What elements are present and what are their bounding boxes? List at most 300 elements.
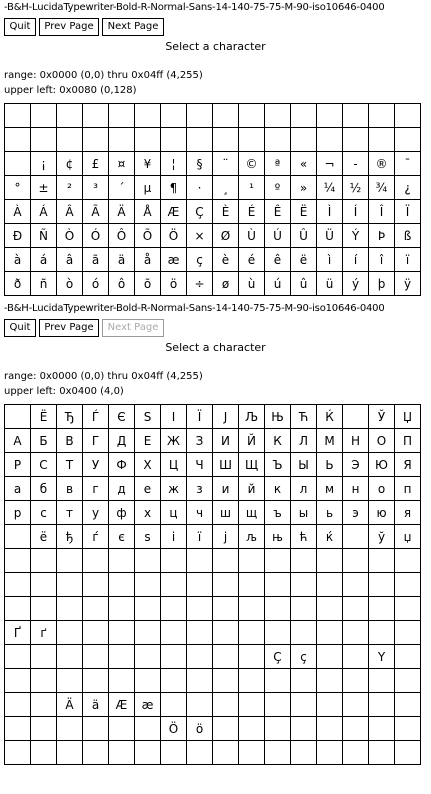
char-cell[interactable]: ў	[369, 525, 395, 549]
char-cell[interactable]	[109, 573, 135, 597]
char-cell[interactable]: ×	[187, 224, 213, 248]
char-cell[interactable]: ÷	[187, 272, 213, 296]
char-cell[interactable]	[161, 741, 187, 765]
char-cell[interactable]: é	[239, 248, 265, 272]
char-cell[interactable]	[369, 128, 395, 152]
char-cell[interactable]: Í	[343, 200, 369, 224]
char-cell[interactable]: ѓ	[83, 525, 109, 549]
char-cell[interactable]	[213, 573, 239, 597]
char-cell[interactable]: ¶	[161, 176, 187, 200]
char-cell[interactable]	[135, 621, 161, 645]
char-cell[interactable]: ъ	[265, 501, 291, 525]
char-cell[interactable]: ¬	[317, 152, 343, 176]
char-cell[interactable]	[161, 573, 187, 597]
char-cell[interactable]: ї	[187, 525, 213, 549]
char-cell[interactable]: Р	[5, 453, 31, 477]
next-page-button[interactable]: Next Page	[102, 319, 164, 337]
char-cell[interactable]: Є	[109, 405, 135, 429]
char-cell[interactable]: Ђ	[57, 405, 83, 429]
char-cell[interactable]: ¿	[395, 176, 421, 200]
char-cell[interactable]: С	[31, 453, 57, 477]
char-cell[interactable]: х	[135, 501, 161, 525]
char-cell[interactable]	[395, 645, 421, 669]
char-cell[interactable]	[265, 573, 291, 597]
char-cell[interactable]	[187, 741, 213, 765]
char-cell[interactable]: À	[5, 200, 31, 224]
char-cell[interactable]: ä	[109, 248, 135, 272]
char-cell[interactable]	[5, 645, 31, 669]
char-cell[interactable]: б	[31, 477, 57, 501]
char-cell[interactable]: а	[5, 477, 31, 501]
char-cell[interactable]	[395, 717, 421, 741]
char-cell[interactable]: Ö	[161, 224, 187, 248]
char-cell[interactable]	[213, 621, 239, 645]
char-cell[interactable]: I	[161, 405, 187, 429]
char-cell[interactable]	[395, 597, 421, 621]
char-cell[interactable]	[265, 741, 291, 765]
char-cell[interactable]: Å	[135, 200, 161, 224]
char-cell[interactable]	[5, 573, 31, 597]
char-cell[interactable]: Д	[109, 429, 135, 453]
char-cell[interactable]: ±	[31, 176, 57, 200]
char-cell[interactable]: ¼	[317, 176, 343, 200]
char-cell[interactable]	[5, 741, 31, 765]
char-cell[interactable]	[57, 741, 83, 765]
char-cell[interactable]: З	[187, 429, 213, 453]
char-cell[interactable]	[109, 645, 135, 669]
char-cell[interactable]: Ò	[57, 224, 83, 248]
char-cell[interactable]: Ґ	[5, 621, 31, 645]
char-cell[interactable]	[265, 621, 291, 645]
char-cell[interactable]: с	[31, 501, 57, 525]
char-cell[interactable]	[187, 693, 213, 717]
char-cell[interactable]: ·	[187, 176, 213, 200]
char-cell[interactable]: Ф	[109, 453, 135, 477]
char-cell[interactable]: ч	[187, 501, 213, 525]
char-cell[interactable]: Ä	[57, 693, 83, 717]
char-cell[interactable]: J	[213, 405, 239, 429]
char-cell[interactable]: е	[135, 477, 161, 501]
char-cell[interactable]: А	[5, 429, 31, 453]
char-cell[interactable]: Я	[395, 453, 421, 477]
char-cell[interactable]: у	[83, 501, 109, 525]
char-cell[interactable]: Õ	[135, 224, 161, 248]
char-cell[interactable]	[369, 597, 395, 621]
char-cell[interactable]	[57, 621, 83, 645]
char-cell[interactable]	[31, 573, 57, 597]
char-cell[interactable]: Ћ	[291, 405, 317, 429]
char-cell[interactable]: ¸	[213, 176, 239, 200]
char-cell[interactable]	[343, 669, 369, 693]
char-cell[interactable]	[395, 621, 421, 645]
char-cell[interactable]: ´	[109, 176, 135, 200]
char-cell[interactable]: ь	[317, 501, 343, 525]
char-cell[interactable]	[291, 128, 317, 152]
char-cell[interactable]: в	[57, 477, 83, 501]
char-cell[interactable]: Û	[291, 224, 317, 248]
char-cell[interactable]: Е	[135, 429, 161, 453]
char-cell[interactable]	[369, 693, 395, 717]
char-cell[interactable]: э	[343, 501, 369, 525]
char-cell[interactable]: ò	[57, 272, 83, 296]
char-cell[interactable]: ¾	[369, 176, 395, 200]
char-cell[interactable]: Ё	[31, 405, 57, 429]
char-cell[interactable]: д	[109, 477, 135, 501]
char-cell[interactable]	[213, 669, 239, 693]
char-cell[interactable]	[5, 549, 31, 573]
prev-page-button[interactable]: Prev Page	[39, 18, 99, 36]
char-cell[interactable]: Щ	[239, 453, 265, 477]
next-page-button[interactable]: Next Page	[102, 18, 164, 36]
char-cell[interactable]	[343, 104, 369, 128]
char-cell[interactable]: Л	[291, 429, 317, 453]
char-cell[interactable]	[5, 525, 31, 549]
char-cell[interactable]: К	[265, 429, 291, 453]
char-cell[interactable]: ¤	[109, 152, 135, 176]
char-cell[interactable]	[31, 645, 57, 669]
char-cell[interactable]: ç	[291, 645, 317, 669]
prev-page-button[interactable]: Prev Page	[39, 319, 99, 337]
char-cell[interactable]: В	[57, 429, 83, 453]
char-cell[interactable]: Ц	[161, 453, 187, 477]
char-cell[interactable]	[239, 573, 265, 597]
char-cell[interactable]: -	[343, 152, 369, 176]
char-cell[interactable]	[291, 717, 317, 741]
char-cell[interactable]: í	[343, 248, 369, 272]
char-cell[interactable]: Ї	[187, 405, 213, 429]
char-cell[interactable]	[31, 597, 57, 621]
char-cell[interactable]	[83, 717, 109, 741]
char-cell[interactable]: Ы	[291, 453, 317, 477]
char-cell[interactable]: ²	[57, 176, 83, 200]
char-cell[interactable]: Ä	[109, 200, 135, 224]
char-cell[interactable]: Ü	[317, 224, 343, 248]
char-cell[interactable]: ó	[83, 272, 109, 296]
char-cell[interactable]	[317, 693, 343, 717]
char-cell[interactable]	[291, 621, 317, 645]
char-cell[interactable]	[343, 741, 369, 765]
char-cell[interactable]	[83, 621, 109, 645]
char-cell[interactable]	[291, 549, 317, 573]
char-cell[interactable]	[83, 549, 109, 573]
char-cell[interactable]: â	[57, 248, 83, 272]
char-cell[interactable]	[31, 104, 57, 128]
char-cell[interactable]	[161, 128, 187, 152]
char-cell[interactable]: ћ	[291, 525, 317, 549]
char-cell[interactable]	[213, 597, 239, 621]
char-cell[interactable]	[343, 573, 369, 597]
char-cell[interactable]: Ã	[83, 200, 109, 224]
char-cell[interactable]	[343, 549, 369, 573]
char-cell[interactable]: н	[343, 477, 369, 501]
char-cell[interactable]: П	[395, 429, 421, 453]
char-cell[interactable]	[317, 669, 343, 693]
char-cell[interactable]: Ê	[265, 200, 291, 224]
char-cell[interactable]	[265, 597, 291, 621]
char-cell[interactable]	[265, 104, 291, 128]
char-cell[interactable]	[135, 669, 161, 693]
char-cell[interactable]	[187, 104, 213, 128]
char-cell[interactable]: ®	[369, 152, 395, 176]
char-cell[interactable]: ã	[83, 248, 109, 272]
char-cell[interactable]	[291, 573, 317, 597]
char-cell[interactable]	[343, 693, 369, 717]
char-cell[interactable]	[395, 693, 421, 717]
char-cell[interactable]	[83, 597, 109, 621]
char-cell[interactable]: џ	[395, 525, 421, 549]
char-cell[interactable]: з	[187, 477, 213, 501]
char-cell[interactable]	[5, 104, 31, 128]
char-cell[interactable]	[343, 525, 369, 549]
char-cell[interactable]: ж	[161, 477, 187, 501]
char-cell[interactable]	[317, 717, 343, 741]
char-cell[interactable]	[135, 717, 161, 741]
char-cell[interactable]	[187, 549, 213, 573]
char-cell[interactable]: њ	[265, 525, 291, 549]
char-cell[interactable]	[57, 128, 83, 152]
char-cell[interactable]: §	[187, 152, 213, 176]
char-cell[interactable]: î	[369, 248, 395, 272]
char-cell[interactable]: ö	[187, 717, 213, 741]
char-cell[interactable]: У	[83, 453, 109, 477]
char-cell[interactable]	[57, 549, 83, 573]
char-cell[interactable]: О	[369, 429, 395, 453]
char-cell[interactable]	[291, 597, 317, 621]
char-cell[interactable]: Y	[369, 645, 395, 669]
char-cell[interactable]: Ç	[187, 200, 213, 224]
char-cell[interactable]	[57, 597, 83, 621]
char-cell[interactable]	[369, 621, 395, 645]
char-cell[interactable]: Ç	[265, 645, 291, 669]
char-cell[interactable]: ђ	[57, 525, 83, 549]
char-cell[interactable]	[83, 669, 109, 693]
char-cell[interactable]	[291, 669, 317, 693]
char-cell[interactable]	[31, 717, 57, 741]
char-cell[interactable]: т	[57, 501, 83, 525]
char-cell[interactable]: Ш	[213, 453, 239, 477]
char-cell[interactable]	[31, 669, 57, 693]
char-cell[interactable]	[265, 549, 291, 573]
char-cell[interactable]	[57, 669, 83, 693]
char-cell[interactable]: Ö	[161, 717, 187, 741]
char-cell[interactable]	[395, 741, 421, 765]
char-cell[interactable]: õ	[135, 272, 161, 296]
char-cell[interactable]: Ч	[187, 453, 213, 477]
char-cell[interactable]: £	[83, 152, 109, 176]
char-cell[interactable]: ú	[265, 272, 291, 296]
char-cell[interactable]: Â	[57, 200, 83, 224]
char-cell[interactable]: Ь	[317, 453, 343, 477]
char-cell[interactable]: Н	[343, 429, 369, 453]
char-cell[interactable]: ¯	[395, 152, 421, 176]
char-cell[interactable]	[57, 717, 83, 741]
char-cell[interactable]: Ъ	[265, 453, 291, 477]
char-cell[interactable]: ¨	[213, 152, 239, 176]
char-cell[interactable]: Њ	[265, 405, 291, 429]
char-cell[interactable]: є	[109, 525, 135, 549]
char-cell[interactable]	[239, 549, 265, 573]
char-cell[interactable]: ю	[369, 501, 395, 525]
char-cell[interactable]	[317, 549, 343, 573]
char-cell[interactable]: Æ	[109, 693, 135, 717]
char-cell[interactable]: s	[135, 525, 161, 549]
char-cell[interactable]: «	[291, 152, 317, 176]
char-cell[interactable]	[317, 621, 343, 645]
char-cell[interactable]	[317, 128, 343, 152]
char-cell[interactable]	[109, 128, 135, 152]
char-cell[interactable]: ÿ	[395, 272, 421, 296]
char-cell[interactable]	[343, 645, 369, 669]
char-cell[interactable]: я	[395, 501, 421, 525]
char-cell[interactable]	[161, 597, 187, 621]
char-cell[interactable]	[161, 645, 187, 669]
char-cell[interactable]: ä	[83, 693, 109, 717]
char-cell[interactable]: û	[291, 272, 317, 296]
char-cell[interactable]: å	[135, 248, 161, 272]
char-cell[interactable]	[369, 104, 395, 128]
char-cell[interactable]: Ю	[369, 453, 395, 477]
char-cell[interactable]	[187, 573, 213, 597]
char-cell[interactable]	[161, 621, 187, 645]
char-cell[interactable]	[57, 104, 83, 128]
char-cell[interactable]: Ï	[395, 200, 421, 224]
character-grid[interactable]	[4, 103, 421, 296]
char-cell[interactable]	[291, 741, 317, 765]
char-cell[interactable]	[109, 741, 135, 765]
char-cell[interactable]: г	[83, 477, 109, 501]
char-cell[interactable]	[187, 597, 213, 621]
char-cell[interactable]	[239, 669, 265, 693]
char-cell[interactable]	[239, 717, 265, 741]
char-cell[interactable]: Ѓ	[83, 405, 109, 429]
char-cell[interactable]: ñ	[31, 272, 57, 296]
char-cell[interactable]: ґ	[31, 621, 57, 645]
char-cell[interactable]: ô	[109, 272, 135, 296]
char-cell[interactable]: Æ	[161, 200, 187, 224]
char-cell[interactable]: п	[395, 477, 421, 501]
char-cell[interactable]	[31, 693, 57, 717]
char-cell[interactable]	[395, 549, 421, 573]
char-cell[interactable]	[343, 128, 369, 152]
char-cell[interactable]	[83, 104, 109, 128]
char-cell[interactable]: ç	[187, 248, 213, 272]
char-cell[interactable]: Ð	[5, 224, 31, 248]
char-cell[interactable]	[5, 693, 31, 717]
char-cell[interactable]: Þ	[369, 224, 395, 248]
char-cell[interactable]: Т	[57, 453, 83, 477]
char-cell[interactable]	[213, 741, 239, 765]
char-cell[interactable]	[369, 741, 395, 765]
char-cell[interactable]: Ú	[265, 224, 291, 248]
char-cell[interactable]	[239, 597, 265, 621]
char-cell[interactable]	[395, 669, 421, 693]
char-cell[interactable]	[213, 128, 239, 152]
char-cell[interactable]: á	[31, 248, 57, 272]
char-cell[interactable]	[83, 573, 109, 597]
char-cell[interactable]: Ë	[291, 200, 317, 224]
char-cell[interactable]: и	[213, 477, 239, 501]
char-cell[interactable]: è	[213, 248, 239, 272]
char-cell[interactable]: ê	[265, 248, 291, 272]
char-cell[interactable]: о	[369, 477, 395, 501]
char-cell[interactable]: ©	[239, 152, 265, 176]
char-cell[interactable]: ø	[213, 272, 239, 296]
char-cell[interactable]	[135, 104, 161, 128]
char-cell[interactable]	[213, 693, 239, 717]
char-cell[interactable]: љ	[239, 525, 265, 549]
char-cell[interactable]	[239, 645, 265, 669]
char-cell[interactable]	[395, 104, 421, 128]
char-cell[interactable]	[291, 693, 317, 717]
char-cell[interactable]: щ	[239, 501, 265, 525]
char-cell[interactable]: Î	[369, 200, 395, 224]
char-cell[interactable]	[161, 693, 187, 717]
char-cell[interactable]: ß	[395, 224, 421, 248]
char-cell[interactable]: ý	[343, 272, 369, 296]
char-cell[interactable]	[5, 128, 31, 152]
char-cell[interactable]: Х	[135, 453, 161, 477]
char-cell[interactable]	[343, 405, 369, 429]
char-cell[interactable]: ½	[343, 176, 369, 200]
char-cell[interactable]: µ	[135, 176, 161, 200]
char-cell[interactable]: Ø	[213, 224, 239, 248]
char-cell[interactable]: ¹	[239, 176, 265, 200]
char-cell[interactable]: ¦	[161, 152, 187, 176]
char-cell[interactable]: à	[5, 248, 31, 272]
char-cell[interactable]	[5, 597, 31, 621]
char-cell[interactable]	[239, 621, 265, 645]
char-cell[interactable]: ï	[395, 248, 421, 272]
char-cell[interactable]	[265, 669, 291, 693]
char-cell[interactable]	[161, 669, 187, 693]
char-cell[interactable]	[161, 549, 187, 573]
char-cell[interactable]	[369, 669, 395, 693]
char-cell[interactable]	[317, 104, 343, 128]
char-cell[interactable]: ³	[83, 176, 109, 200]
char-cell[interactable]: й	[239, 477, 265, 501]
char-cell[interactable]: Á	[31, 200, 57, 224]
char-cell[interactable]: ш	[213, 501, 239, 525]
char-cell[interactable]	[135, 128, 161, 152]
char-cell[interactable]	[265, 717, 291, 741]
char-cell[interactable]: Џ	[395, 405, 421, 429]
char-cell[interactable]: É	[239, 200, 265, 224]
char-cell[interactable]	[5, 152, 31, 176]
char-cell[interactable]	[239, 741, 265, 765]
char-cell[interactable]	[395, 128, 421, 152]
char-cell[interactable]: Ó	[83, 224, 109, 248]
char-cell[interactable]	[161, 104, 187, 128]
char-cell[interactable]	[317, 573, 343, 597]
char-cell[interactable]: ð	[5, 272, 31, 296]
char-cell[interactable]: Ж	[161, 429, 187, 453]
char-cell[interactable]	[83, 645, 109, 669]
char-cell[interactable]: þ	[369, 272, 395, 296]
char-cell[interactable]	[57, 573, 83, 597]
char-cell[interactable]	[187, 669, 213, 693]
char-cell[interactable]: Э	[343, 453, 369, 477]
char-cell[interactable]: ы	[291, 501, 317, 525]
char-cell[interactable]	[109, 549, 135, 573]
char-cell[interactable]: i	[161, 525, 187, 549]
char-cell[interactable]	[369, 549, 395, 573]
char-cell[interactable]: И	[213, 429, 239, 453]
char-cell[interactable]	[213, 645, 239, 669]
char-cell[interactable]	[187, 645, 213, 669]
char-cell[interactable]	[369, 717, 395, 741]
char-cell[interactable]: ¡	[31, 152, 57, 176]
char-cell[interactable]: Ù	[239, 224, 265, 248]
